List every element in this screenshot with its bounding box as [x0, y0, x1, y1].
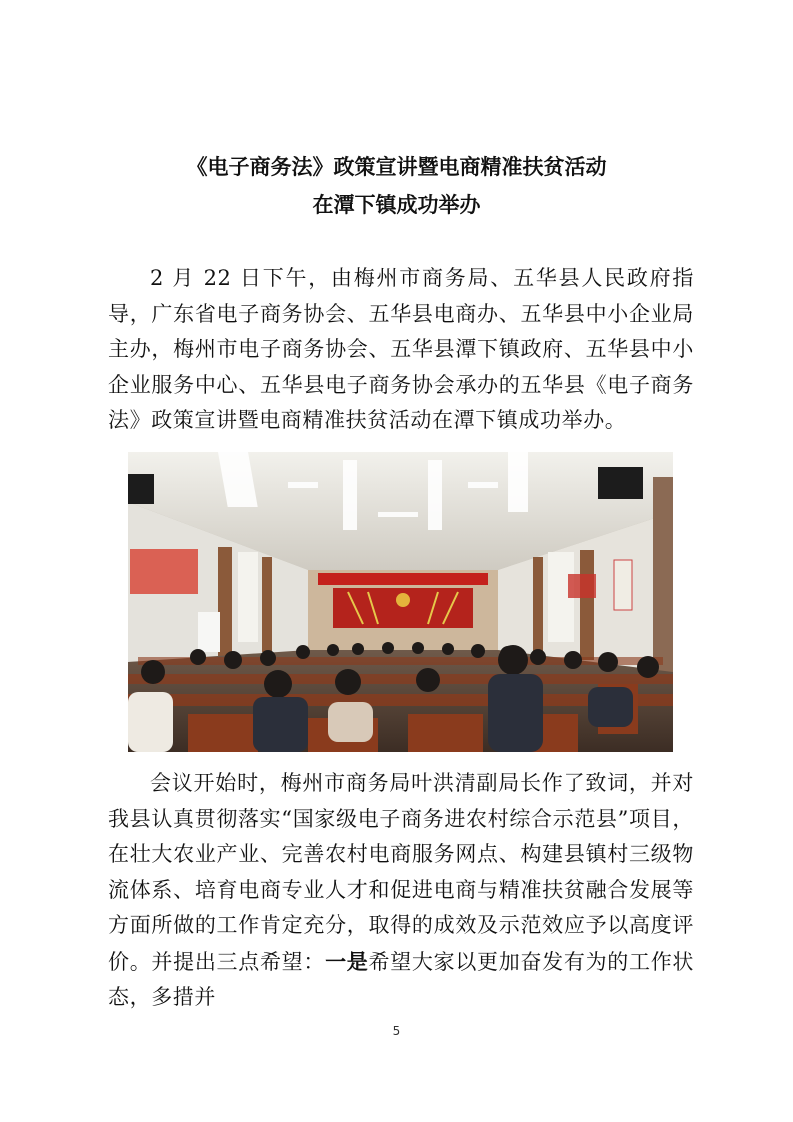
paragraph-2-bold: 一是 — [325, 948, 369, 974]
paragraph-2 — [108, 766, 694, 1016]
meeting-hall-illustration — [128, 452, 673, 752]
meeting-photo — [128, 452, 673, 752]
paragraph-2-text-a: 会议开始时，梅州市商务局叶洪清副局长作了致词，并对我县认真贯彻落实“国家级电子商务进农村综合示范县”项目，在壮大农业产业、完善农村电商服务网点、构建县镇村三级物流体系、培育电商专业人才和促进电商与精准扶贫融合发展等方面所做的工作肯定充分，取得的成效及示范效应予以高度评价。并提出三点希望： — [108, 771, 694, 974]
title-line-2: 在潭下镇成功举办 — [312, 193, 481, 217]
page-number: 5 — [392, 1024, 401, 1038]
paragraph-2-text-b: 希望大家以更加奋发有为的工作状态，多措并 — [108, 949, 695, 1009]
title-line-1: 《电子商务法》政策宣讲暨电商精准扶贫活动 — [186, 155, 607, 179]
paragraph-1: 2 月 22 日下午，由梅州市商务局、五华县人民政府指导，广东省电子商务协会、五华县电商办、五华县中小企业局主办，梅州市电子商务协会、五华县潭下镇政府、五华县中小企业服务中心、五华县电子商务协会承办的五华县《电子商务法》政策宣讲暨电商精准扶贫活动在潭下镇成功举办。 — [108, 266, 694, 432]
